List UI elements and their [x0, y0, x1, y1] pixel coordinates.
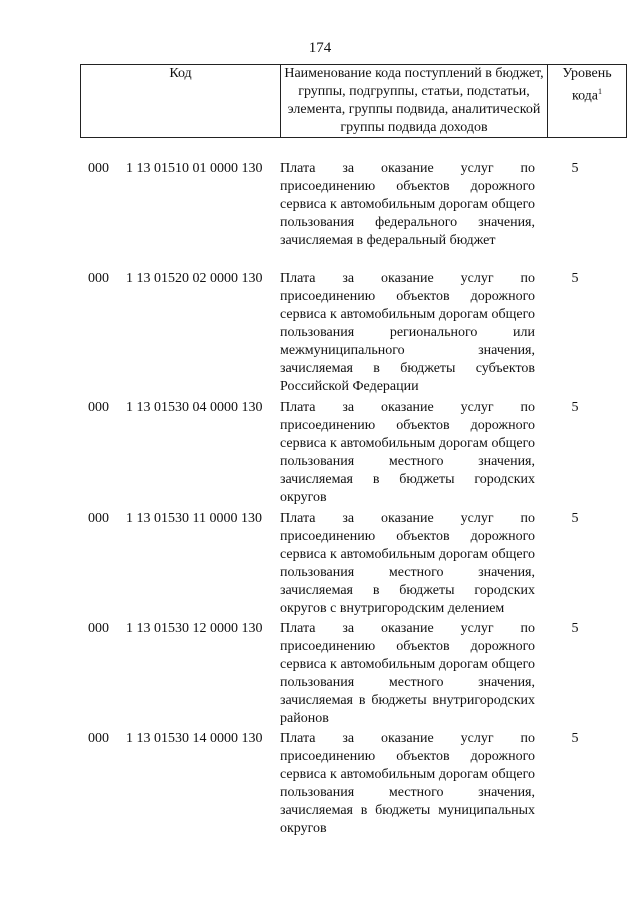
row-level: 5	[571, 271, 579, 286]
header-code	[81, 65, 281, 138]
row-level: 5	[571, 621, 579, 636]
row-revenue-code: 1 13 01530 04 0000 130	[126, 400, 263, 415]
row-admin-code: 000	[88, 161, 109, 176]
row-revenue-code: 1 13 01530 14 0000 130	[126, 731, 263, 746]
row-level: 5	[571, 161, 579, 176]
header-name	[281, 65, 548, 138]
header-level-label: Уровень кода	[562, 66, 612, 104]
row-name: Плата за оказание услуг по присоединению объектов дорожного сервиса к автомобильным дорогам общего пользования регионального или межмуниципального значения, зачисляемая в бюджеты субъектов Российской Федерации	[280, 271, 535, 394]
row-revenue-code: 1 13 01510 01 0000 130	[126, 161, 263, 176]
row-name: Плата за оказание услуг по присоединению объектов дорожного сервиса к автомобильным дорогам общего пользования местного значения, зачисляемая в бюджеты внутригородских районов	[280, 621, 535, 726]
row-level: 5	[571, 511, 579, 526]
row-revenue-code: 1 13 01530 11 0000 130	[126, 511, 262, 526]
page-number: 174	[308, 40, 332, 56]
row-name: Плата за оказание услуг по присоединению объектов дорожного сервиса к автомобильным дорогам общего пользования местного значения, зачисляемая в бюджеты городских округов с внутригородским делением	[280, 511, 535, 616]
header-level-footnote: 1	[598, 87, 603, 96]
row-admin-code: 000	[88, 511, 109, 526]
row-admin-code: 000	[88, 621, 109, 636]
header-code-label: Код	[169, 66, 192, 81]
row-admin-code: 000	[88, 271, 109, 286]
row-level: 5	[571, 731, 579, 746]
header-name-label: Наименование кода поступлений в бюджет, группы, подгруппы, статьи, подстатьи, элемента, группы подвида, аналитической группы подвида доходов	[284, 66, 544, 135]
row-name: Плата за оказание услуг по присоединению объектов дорожного сервиса к автомобильным дорогам общего пользования местного значения, зачисляемая в бюджеты муниципальных округов	[280, 731, 535, 836]
row-level: 5	[571, 400, 579, 415]
row-name: Плата за оказание услуг по присоединению объектов дорожного сервиса к автомобильным дорогам общего пользования местного значения, зачисляемая в бюджеты городских округов	[280, 400, 535, 505]
table-header	[80, 64, 627, 138]
row-revenue-code: 1 13 01530 12 0000 130	[126, 621, 263, 636]
header-level	[548, 65, 627, 138]
row-name: Плата за оказание услуг по присоединению объектов дорожного сервиса к автомобильным дорогам общего пользования федерального значения, зачисляемая в федеральный бюджет	[280, 161, 535, 248]
row-revenue-code: 1 13 01520 02 0000 130	[126, 271, 263, 286]
row-admin-code: 000	[88, 400, 109, 415]
row-admin-code: 000	[88, 731, 109, 746]
